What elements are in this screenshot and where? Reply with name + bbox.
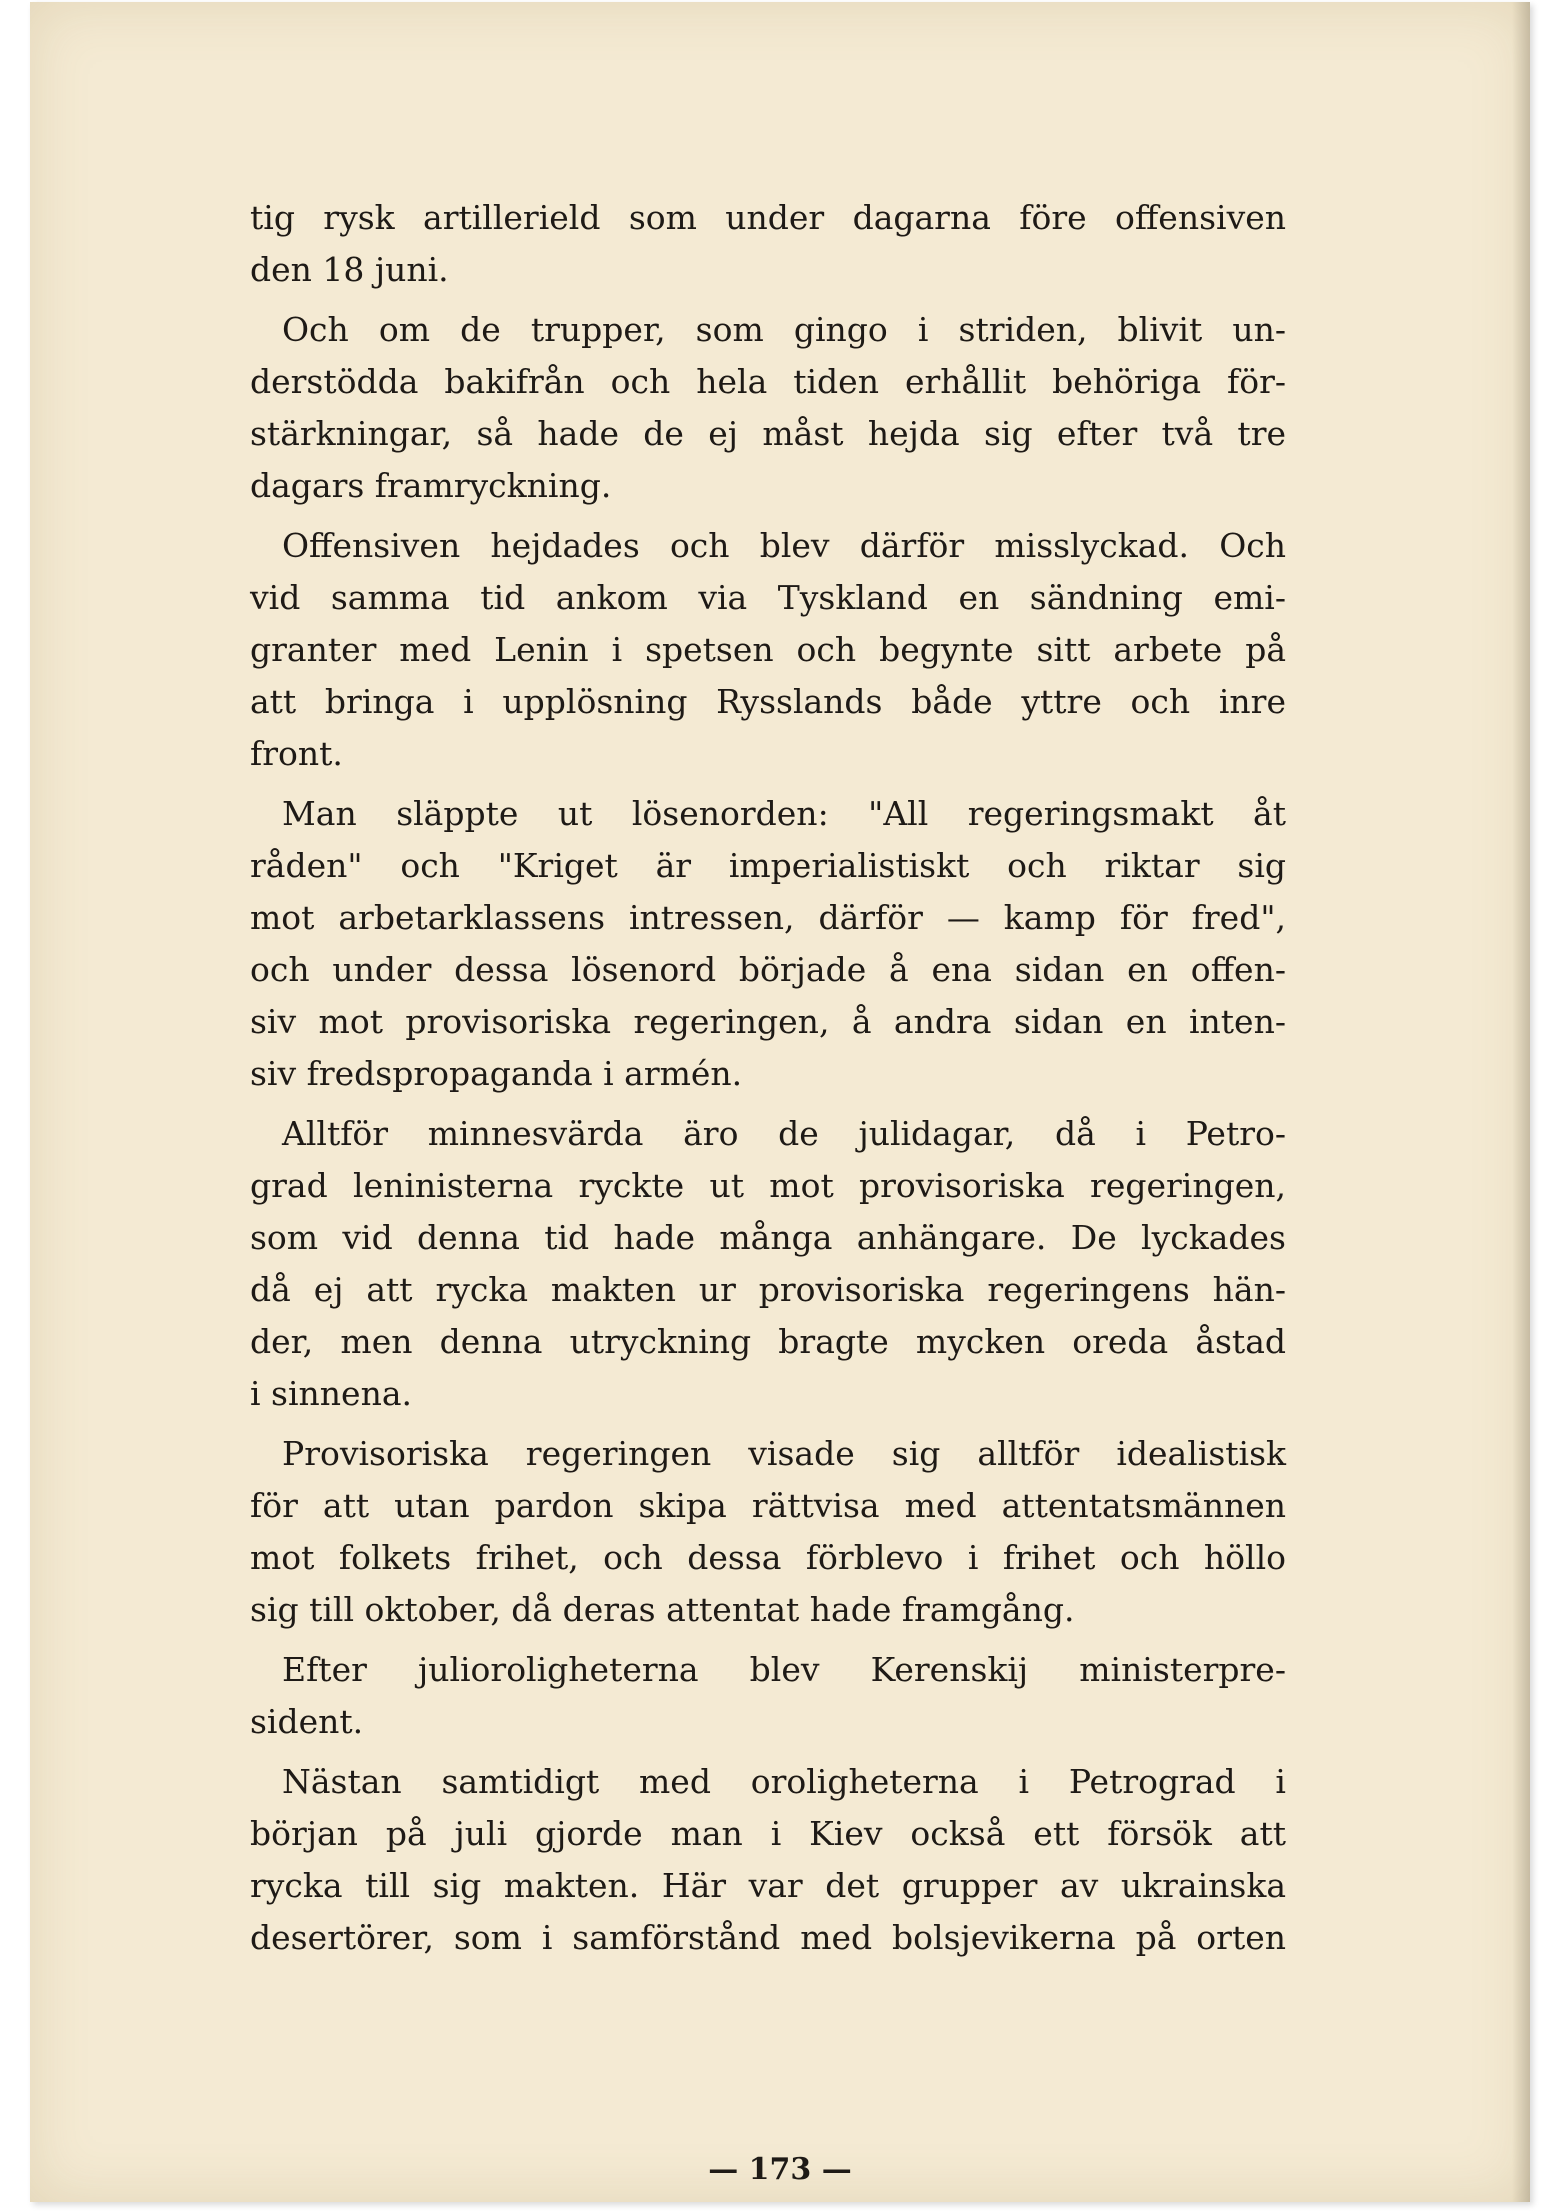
text-line: mot arbetarklassens intressen, därför — kamp för fred",: [250, 898, 1286, 937]
text-line: i sinnena.: [250, 1374, 412, 1413]
text-line: Nästan samtidigt med oroligheterna i Petrograd i: [282, 1762, 1286, 1801]
text-line: siv fredspropaganda i armén.: [250, 1054, 743, 1093]
text-line: mot folkets frihet, och dessa förblevo i frihet och höllo: [250, 1538, 1286, 1577]
text-line: början på juli gjorde man i Kiev också ett försök att: [250, 1814, 1286, 1853]
text-line: dagars framryckning.: [250, 466, 612, 505]
text-line: Man släppte ut lösenorden: "All regeringsmakt åt: [282, 794, 1286, 833]
text-line: sident.: [250, 1702, 364, 1741]
text-line: sig till oktober, då deras attentat hade framgång.: [250, 1590, 1075, 1629]
text-line: och under dessa lösenord började å ena sidan en offen-: [250, 950, 1286, 989]
text-line: Efter julioroligheterna blev Kerenskij ministerpre-: [282, 1650, 1286, 1689]
text-line: stärkningar, så hade de ej måst hejda sig efter två tre: [250, 414, 1286, 453]
text-line: Offensiven hejdades och blev därför misslyckad. Och: [282, 526, 1286, 565]
text-line: tig rysk artillerield som under dagarna före offensiven: [250, 198, 1286, 237]
text-line: vid samma tid ankom via Tyskland en sändning emi-: [250, 578, 1286, 617]
text-line: Och om de trupper, som gingo i striden, blivit un-: [282, 310, 1286, 349]
page-number: — 173 —: [708, 2152, 852, 2187]
body-text: [250, 192, 1286, 1964]
page-sheet: [30, 2, 1530, 2202]
text-line: siv mot provisoriska regeringen, å andra sidan en inten-: [250, 1002, 1286, 1041]
text-line: grad leninisterna ryckte ut mot provisoriska regeringen,: [250, 1166, 1286, 1205]
text-line: då ej att rycka makten ur provisoriska regeringens hän-: [250, 1270, 1286, 1309]
text-line: front.: [250, 734, 343, 773]
text-line: för att utan pardon skipa rättvisa med attentatsmännen: [250, 1486, 1286, 1525]
text-line: Alltför minnesvärda äro de julidagar, då i Petro-: [282, 1114, 1286, 1153]
text-line: som vid denna tid hade många anhängare. De lyckades: [250, 1218, 1286, 1257]
text-line: desertörer, som i samförstånd med bolsjevikerna på orten: [250, 1918, 1286, 1957]
text-line: derstödda bakifrån och hela tiden erhållit behöriga för-: [250, 362, 1286, 401]
text-line: att bringa i upplösning Rysslands både yttre och inre: [250, 682, 1286, 721]
text-line: Provisoriska regeringen visade sig alltför idealistisk: [282, 1434, 1286, 1473]
text-line: der, men denna utryckning bragte mycken oreda åstad: [250, 1322, 1286, 1361]
text-line: granter med Lenin i spetsen och begynte sitt arbete på: [250, 630, 1286, 669]
text-line: den 18 juni.: [250, 250, 449, 289]
text-line: råden" och "Kriget är imperialistiskt och riktar sig: [250, 846, 1286, 885]
text-line: rycka till sig makten. Här var det grupper av ukrainska: [250, 1866, 1286, 1905]
